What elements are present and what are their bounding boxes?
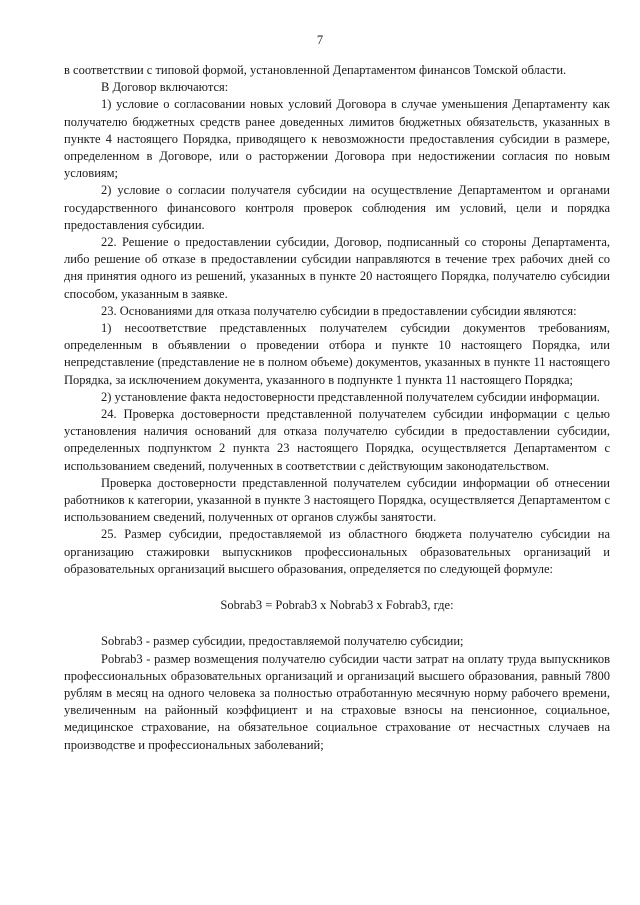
formula: Sobrab3 = Pobrab3 x Nobrab3 x Fobrab3, где:	[220, 598, 454, 613]
paragraph-item-23: 23. Основаниями для отказа получателю субсидии в предоставлении субсидии являются:	[101, 303, 577, 318]
paragraph-verification: Проверка достоверности представленной получателем субсидии информации об отнесении работников к категории, указанной в пункте 3 настоящего Порядка, осуществляется Департаментом с использованием сведений, полученных от органов службы занятости.	[64, 475, 610, 525]
paragraph-item-24: 24. Проверка достоверности представленной получателем субсидии информации с целью установления наличия оснований для отказа получателю субсидии в предоставлении субсидии, определенных подпунктом 2 пункта 23 настоящего Порядка, осуществляется Департаментом с использованием сведений, полученных в соответствии с действующим законодательством.	[64, 407, 610, 473]
paragraph-refusal-reason-2: 2) установление факта недостоверности представленной получателем субсидии информации.	[101, 389, 600, 404]
paragraph-item-25: 25. Размер субсидии, предоставляемой из областного бюджета получателю субсидии на организацию стажировки выпускников профессиональных образовательных организаций и образовательных организаций высшего образования, определяется по следующей формуле:	[64, 527, 610, 576]
paragraph-definition-pobrab3: Pobrab3 - размер возмещения получателю субсидии части затрат на оплату труда выпускников профессиональных образовательных организаций и организаций высшего образования, равный 7800 рублям в месяц на одного человека за полностью отработанную месячную норму рабочего времени, увеличенным на районный коэффициент и на страховые взносы на пенсионное, социальное, медицинское страхование, на обязательное социальное страхование от несчастных случаев на производстве и профессиональных заболеваний;	[64, 651, 610, 752]
paragraph-item-22: 22. Решение о предоставлении субсидии, Договор, подписанный со стороны Департамента, либо решение об отказе в предоставлении субсидии направляются в течение трех рабочих дней со дня принятия одного из решений, указанных в пункте 20 настоящего Порядка, получателю субсидии способом, указанным в заявке.	[64, 235, 610, 301]
page-number: 7	[316, 33, 324, 47]
document-body	[64, 62, 610, 754]
paragraph-continuation: в соответствии с типовой формой, установленной Департаментом финансов Томской области.	[64, 63, 567, 77]
paragraph-contract-includes: В Договор включаются:	[101, 80, 229, 95]
paragraph-condition-2: 2) условие о согласии получателя субсидии на осуществление Департаментом и органами государственного финансового контроля проверок соблюдения им условий, цели и порядка предоставления субсидии.	[64, 183, 610, 232]
paragraph-refusal-reason-1: 1) несоответствие представленных получателем субсидии документов требованиям, определенным в объявлении о проведении отбора и пункте 10 настоящего Порядка, или непредставление (представление не в полном объеме) документов, указанных в пункте 11 настоящего Порядка, за исключением документа, указанного в подпункте 1 пункта 11 настоящего Порядка;	[64, 321, 610, 387]
paragraph-condition-1: 1) условие о согласовании новых условий Договора в случае уменьшения Департаменту как получателю бюджетных средств ранее доведенных лимитов бюджетных обязательств, указанных в пункте 4 настоящего Порядка, приводящего к невозможности предоставления субсидии в размере, определенном в Договоре, или о расторжении Договора при недостижении согласия по новым условиям;	[64, 97, 610, 181]
paragraph-definition-sobrab3: Sobrab3 - размер субсидии, предоставляемой получателю субсидии;	[101, 634, 464, 649]
